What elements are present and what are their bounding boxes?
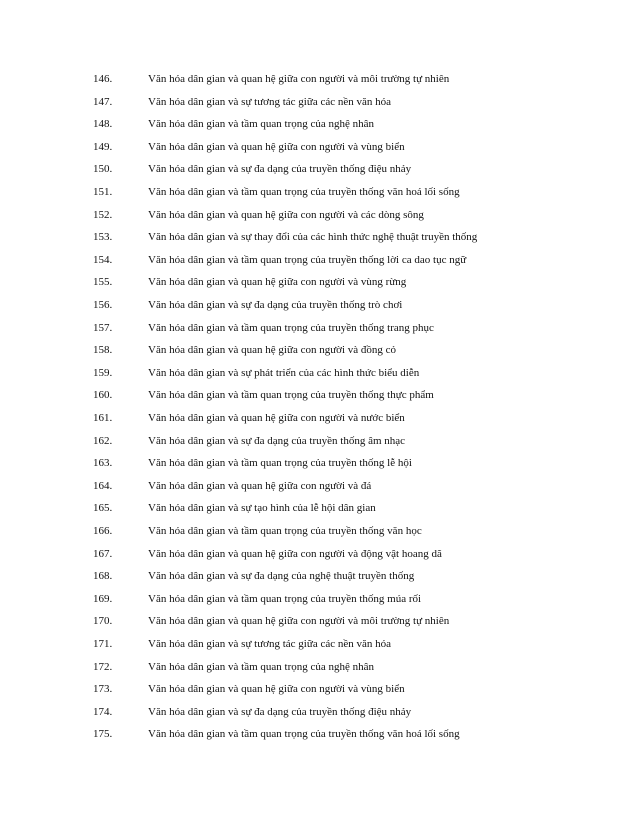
item-number: 171. [93, 638, 113, 650]
item-text: Văn hóa dân gian và tầm quan trọng của truyền thống văn hoá lối sống [148, 186, 460, 198]
item-number: 149. [93, 140, 113, 153]
item-text: Văn hóa dân gian và quan hệ giữa con người và vùng biển [148, 140, 405, 153]
item-text: Văn hóa dân gian và quan hệ giữa con người và động vật hoang dã [148, 547, 442, 560]
item-number: 167. [93, 547, 113, 560]
list-item [0, 638, 638, 658]
list-item [0, 389, 638, 409]
item-number: 152. [93, 208, 113, 221]
list-item [0, 367, 638, 387]
item-text: Văn hóa dân gian và tầm quan trọng của truyền thống văn hoá lối sống [148, 728, 460, 741]
item-number: 146. [93, 73, 113, 85]
item-number: 163. [93, 457, 113, 470]
list-item [0, 141, 638, 161]
item-number: 150. [93, 163, 113, 176]
list-item [0, 593, 638, 613]
item-text: Văn hóa dân gian và tầm quan trọng của truyền thống lễ hội [148, 457, 412, 470]
item-number: 158. [93, 344, 113, 357]
list-item [0, 502, 638, 522]
list-item [0, 209, 638, 229]
item-text: Văn hóa dân gian và sự đa dạng của truyền thống âm nhạc [148, 434, 406, 447]
item-text: Văn hóa dân gian và tầm quan trọng của truyền thống múa rối [148, 592, 422, 605]
list-item [0, 615, 638, 635]
item-number: 175. [93, 728, 113, 741]
item-text: Văn hóa dân gian và sự thay đổi của các hình thức nghệ thuật truyền thống [148, 231, 478, 244]
list-item [0, 548, 638, 568]
list-item [0, 163, 638, 183]
item-number: 165. [93, 502, 113, 515]
item-text: Văn hóa dân gian và sự đa dạng của truyền thống điệu nhảy [148, 705, 412, 718]
list-item [0, 683, 638, 703]
item-text: Văn hóa dân gian và quan hệ giữa con người và vùng rừng [148, 276, 407, 289]
list-item [0, 96, 638, 116]
item-text: Văn hóa dân gian và quan hệ giữa con người và vùng biển [148, 683, 405, 696]
item-number: 157. [93, 321, 113, 334]
item-text: Văn hóa dân gian và quan hệ giữa con người và nước biển [148, 412, 405, 424]
item-number: 156. [93, 299, 113, 311]
item-text: Văn hóa dân gian và tầm quan trọng của truyền thống lời ca dao tục ngữ [148, 253, 467, 266]
item-text: Văn hóa dân gian và sự đa dạng của truyền thống điệu nhảy [148, 163, 412, 176]
list-item [0, 276, 638, 296]
list-item [0, 412, 638, 432]
item-number: 155. [93, 276, 113, 289]
list-item [0, 73, 638, 93]
item-number: 168. [93, 570, 113, 583]
list-item [0, 299, 638, 319]
list-item [0, 661, 638, 681]
item-number: 154. [93, 253, 113, 266]
item-number: 172. [93, 660, 113, 673]
list-item [0, 728, 638, 748]
item-number: 161. [93, 412, 113, 424]
list-item [0, 706, 638, 726]
list-item [0, 570, 638, 590]
item-number: 159. [93, 366, 113, 379]
item-text: Văn hóa dân gian và tầm quan trọng của nghệ nhân [148, 660, 375, 673]
item-number: 164. [93, 479, 113, 492]
item-text: Văn hóa dân gian và sự đa dạng của truyền thống trò chơi [148, 299, 403, 311]
item-text: Văn hóa dân gian và tầm quan trọng của truyền thống văn học [148, 525, 422, 537]
item-number: 173. [93, 683, 113, 696]
item-text: Văn hóa dân gian và quan hệ giữa con người và môi trường tự nhiên [148, 73, 450, 85]
item-text: Văn hóa dân gian và sự đa dạng của nghệ thuật truyền thống [148, 570, 415, 583]
list-item [0, 480, 638, 500]
item-text: Văn hóa dân gian và quan hệ giữa con người và các dòng sông [148, 208, 424, 221]
item-number: 170. [93, 615, 113, 628]
list-item [0, 457, 638, 477]
item-text: Văn hóa dân gian và quan hệ giữa con người và đồng cỏ [148, 344, 397, 357]
item-number: 147. [93, 95, 113, 108]
item-text: Văn hóa dân gian và quan hệ giữa con người và môi trường tự nhiên [148, 615, 450, 628]
list-item [0, 118, 638, 138]
list-item [0, 254, 638, 274]
item-text: Văn hóa dân gian và tầm quan trọng của nghệ nhân [148, 118, 375, 131]
list-item [0, 231, 638, 251]
item-number: 151. [93, 186, 113, 198]
list-item [0, 322, 638, 342]
list-item [0, 344, 638, 364]
item-number: 160. [93, 389, 113, 402]
item-number: 153. [93, 231, 113, 244]
item-text: Văn hóa dân gian và quan hệ giữa con người và đá [148, 479, 372, 492]
item-text: Văn hóa dân gian và sự tương tác giữa các nền văn hóa [148, 638, 392, 650]
item-number: 169. [93, 592, 113, 605]
list-item [0, 525, 638, 545]
item-text: Văn hóa dân gian và sự tạo hình của lễ hội dân gian [148, 502, 376, 515]
item-text: Văn hóa dân gian và sự tương tác giữa các nền văn hóa [148, 95, 392, 108]
item-number: 174. [93, 705, 113, 718]
item-number: 162. [93, 434, 113, 447]
item-number: 148. [93, 118, 113, 131]
item-text: Văn hóa dân gian và tầm quan trọng của truyền thống thực phẩm [148, 389, 434, 402]
list-item [0, 186, 638, 206]
item-text: Văn hóa dân gian và sự phát triển của các hình thức biểu diễn [148, 366, 420, 379]
list-item [0, 435, 638, 455]
item-text: Văn hóa dân gian và tầm quan trọng của truyền thống trang phục [148, 321, 434, 334]
item-number: 166. [93, 525, 113, 537]
